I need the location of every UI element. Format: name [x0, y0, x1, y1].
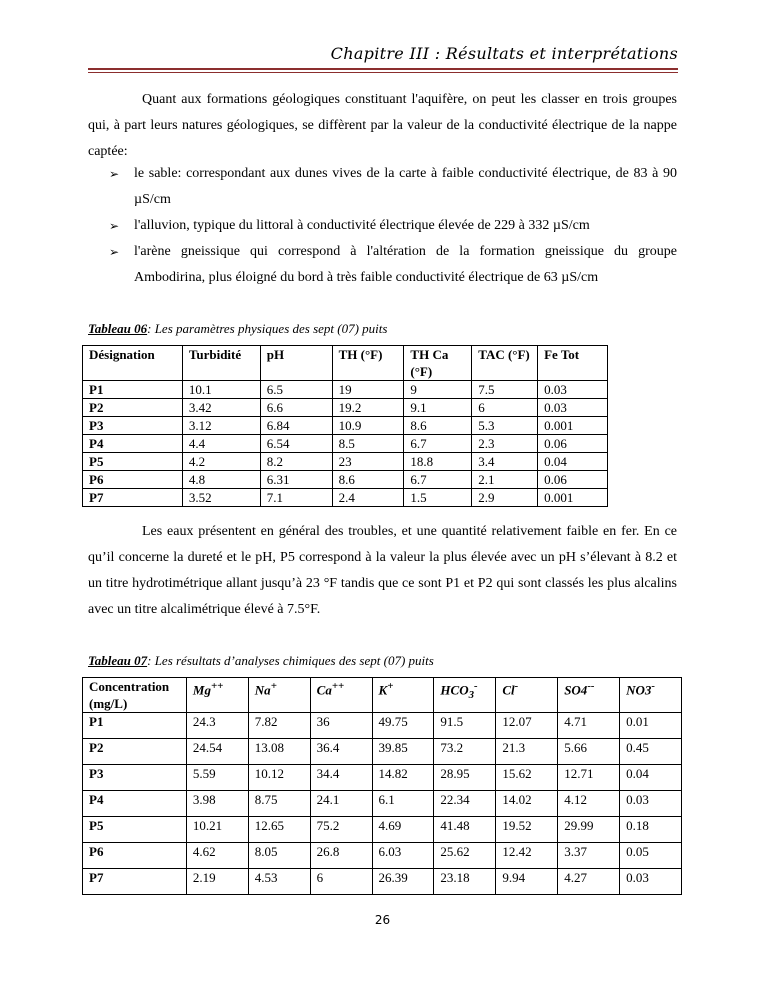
table-header-row [83, 346, 608, 381]
ion-header: Ca++ [310, 678, 372, 713]
table-cell: 6 [310, 869, 372, 895]
table-cell: 8.6 [332, 471, 404, 489]
table-cell: 15.62 [496, 765, 558, 791]
table-cell: 6.54 [260, 435, 332, 453]
table-cell: 3.4 [472, 453, 538, 471]
ion-header: $HCO_3^-$ [434, 678, 496, 713]
row-label-cell: P2 [83, 399, 183, 417]
ion-header: Cl- [496, 678, 558, 713]
table06-caption: Tableau 06: Les paramètres physiques des sept (07) puits [88, 321, 388, 336]
table-cell: 3.12 [182, 417, 260, 435]
table-cell: 4.12 [558, 791, 620, 817]
table-row [83, 381, 608, 399]
chapter-header: Chapitre III : Résultats et interprétations [330, 44, 678, 63]
table-cell: 19.2 [332, 399, 404, 417]
table-cell: 0.01 [620, 713, 682, 739]
row-label-cell: P5 [83, 817, 187, 843]
column-header: TH Ca (°F) [404, 346, 472, 381]
table-row [83, 869, 682, 895]
table-row [83, 471, 608, 489]
row-label-cell: P1 [83, 713, 187, 739]
table-cell: 10.12 [248, 765, 310, 791]
column-header: Désignation [83, 346, 183, 381]
table-cell: 3.98 [186, 791, 248, 817]
row-label-cell: P2 [83, 739, 187, 765]
table-cell: 6.03 [372, 843, 434, 869]
column-header: TH (°F) [332, 346, 404, 381]
column-header: Fe Tot [538, 346, 608, 381]
table-cell: 7.1 [260, 489, 332, 507]
table-cell: 0.18 [620, 817, 682, 843]
ion-header: Na+ [248, 678, 310, 713]
ion-header: SO4-- [558, 678, 620, 713]
table-cell: 19.52 [496, 817, 558, 843]
column-header: Concentration (mg/L) [83, 678, 187, 713]
row-label-cell: P5 [83, 453, 183, 471]
table-cell: 6.6 [260, 399, 332, 417]
table-cell: 0.001 [538, 489, 608, 507]
table-cell: 4.2 [182, 453, 260, 471]
table-cell: 7.82 [248, 713, 310, 739]
table-cell: 9.1 [404, 399, 472, 417]
table-cell: 12.42 [496, 843, 558, 869]
table-cell: 8.2 [260, 453, 332, 471]
table-cell: 36 [310, 713, 372, 739]
table-cell: 5.66 [558, 739, 620, 765]
table-row [83, 399, 608, 417]
table-cell: 2.19 [186, 869, 248, 895]
table-cell: 6.7 [404, 435, 472, 453]
table-cell: 26.39 [372, 869, 434, 895]
table-cell: 24.54 [186, 739, 248, 765]
table-row [83, 739, 682, 765]
table-cell: 21.3 [496, 739, 558, 765]
header-rule-thin [88, 72, 678, 73]
arrow-bullet-icon: ➢ [109, 167, 120, 181]
table-cell: 23.18 [434, 869, 496, 895]
column-header: Turbidité [182, 346, 260, 381]
table-row [83, 843, 682, 869]
table-row [83, 489, 608, 507]
table-cell: 10.1 [182, 381, 260, 399]
table-cell: 6.7 [404, 471, 472, 489]
table-cell: 0.06 [538, 471, 608, 489]
table-cell: 10.9 [332, 417, 404, 435]
table-cell: 4.27 [558, 869, 620, 895]
table-cell: 6.31 [260, 471, 332, 489]
table-cell: 6.5 [260, 381, 332, 399]
table-cell: 6.84 [260, 417, 332, 435]
chemical-analysis-table [82, 677, 682, 895]
table-cell: 23 [332, 453, 404, 471]
table-cell: 8.5 [332, 435, 404, 453]
table-cell: 22.34 [434, 791, 496, 817]
table-row [83, 435, 608, 453]
ion-header: NO3- [620, 678, 682, 713]
table-cell: 2.3 [472, 435, 538, 453]
table-cell: 2.1 [472, 471, 538, 489]
row-label-cell: P4 [83, 791, 187, 817]
table-cell: 14.82 [372, 765, 434, 791]
table-cell: 12.65 [248, 817, 310, 843]
table-cell: 24.1 [310, 791, 372, 817]
table-cell: 91.5 [434, 713, 496, 739]
table-row [83, 817, 682, 843]
table-cell: 0.03 [620, 791, 682, 817]
table-cell: 3.42 [182, 399, 260, 417]
table-cell: 0.001 [538, 417, 608, 435]
table-cell: 0.05 [620, 843, 682, 869]
table-cell: 3.52 [182, 489, 260, 507]
arrow-bullet-icon: ➢ [109, 219, 120, 233]
table-cell: 2.4 [332, 489, 404, 507]
arrow-bullet-icon: ➢ [109, 245, 120, 259]
table-cell: 8.05 [248, 843, 310, 869]
table-cell: 12.07 [496, 713, 558, 739]
table-cell: 9 [404, 381, 472, 399]
table-cell: 6.1 [372, 791, 434, 817]
table-cell: 7.5 [472, 381, 538, 399]
table-row [83, 417, 608, 435]
table-cell: 4.8 [182, 471, 260, 489]
table-cell: 26.8 [310, 843, 372, 869]
table-row [83, 791, 682, 817]
table-cell: 0.03 [620, 869, 682, 895]
table-cell: 0.06 [538, 435, 608, 453]
table-cell: 25.62 [434, 843, 496, 869]
table-cell: 4.4 [182, 435, 260, 453]
header-rule-thick [88, 68, 678, 70]
table-cell: 10.21 [186, 817, 248, 843]
page-number: 26 [374, 913, 391, 927]
table-cell: 39.85 [372, 739, 434, 765]
table07-caption: Tableau 07: Les résultats d’analyses chimiques des sept (07) puits [88, 653, 434, 668]
table-row [83, 765, 682, 791]
table-cell: 9.94 [496, 869, 558, 895]
ion-header: K+ [372, 678, 434, 713]
table-cell: 0.03 [538, 399, 608, 417]
formation-bullet-list [88, 161, 677, 291]
table-cell: 24.3 [186, 713, 248, 739]
table-cell: 19 [332, 381, 404, 399]
table-cell: 8.75 [248, 791, 310, 817]
table-cell: 4.62 [186, 843, 248, 869]
ion-header: Mg++ [186, 678, 248, 713]
intro-paragraph: Quant aux formations géologiques constituant l'aquifère, on peut les classer en trois groupes qui, à part leurs natures géologiques, se diffèrent par la valeur de la conductivité électrique de la nappe captée: [88, 92, 677, 159]
physical-parameters-table [82, 345, 608, 507]
table-cell: 18.8 [404, 453, 472, 471]
table-cell: 8.6 [404, 417, 472, 435]
row-label-cell: P3 [83, 417, 183, 435]
table-cell: 6 [472, 399, 538, 417]
row-label-cell: P3 [83, 765, 187, 791]
table-cell: 2.9 [472, 489, 538, 507]
table-cell: 41.48 [434, 817, 496, 843]
table-cell: 29.99 [558, 817, 620, 843]
table-cell: 49.75 [372, 713, 434, 739]
row-label-cell: P6 [83, 843, 187, 869]
table-cell: 0.03 [538, 381, 608, 399]
column-header: TAC (°F) [472, 346, 538, 381]
table-header-row [83, 678, 682, 713]
table-cell: 0.04 [538, 453, 608, 471]
table-cell: 5.3 [472, 417, 538, 435]
row-label-cell: P7 [83, 489, 183, 507]
table-cell: 4.71 [558, 713, 620, 739]
row-label-cell: P6 [83, 471, 183, 489]
table-cell: 1.5 [404, 489, 472, 507]
table-cell: 4.53 [248, 869, 310, 895]
row-label-cell: P4 [83, 435, 183, 453]
table-cell: 5.59 [186, 765, 248, 791]
table-cell: 4.69 [372, 817, 434, 843]
table-cell: 3.37 [558, 843, 620, 869]
table-cell: 12.71 [558, 765, 620, 791]
table-cell: 36.4 [310, 739, 372, 765]
bullet-item: ➢ l'alluvion, typique du littoral à conductivité électrique élevée de 229 à 332 µS/cm [88, 213, 677, 239]
row-label-cell: P7 [83, 869, 187, 895]
table-row [83, 453, 608, 471]
table-cell: 0.45 [620, 739, 682, 765]
row-label-cell: P1 [83, 381, 183, 399]
bullet-item: ➢ l'arène gneissique qui correspond à l'altération de la formation gneissique du groupe Ambodirina, plus éloigné du bord à très faible conductivité électrique de 63 µS/cm [88, 239, 677, 291]
table-cell: 73.2 [434, 739, 496, 765]
table-row [83, 713, 682, 739]
column-header: pH [260, 346, 332, 381]
table-cell: 13.08 [248, 739, 310, 765]
table-cell: 75.2 [310, 817, 372, 843]
table-cell: 14.02 [496, 791, 558, 817]
table-cell: 34.4 [310, 765, 372, 791]
middle-paragraph: Les eaux présentent en général des troubles, et une quantité relativement faible en fer. En ce qu’il concerne la dureté et le pH, P5 correspond à la valeur la plus élevée avec un pH s’élevant à 8.2 et un titre hydrotimétrique allant jusqu’à 23 °F tandis que ce sont P1 et P2 qui sont classés les plus alcalins avec un titre alcalimétrique élevé à 7.5°F. [88, 524, 677, 617]
bullet-item: ➢ le sable: correspondant aux dunes vives de la carte à faible conductivité électrique, de 83 à 90 µS/cm [88, 161, 677, 213]
table-cell: 0.04 [620, 765, 682, 791]
table-cell: 28.95 [434, 765, 496, 791]
